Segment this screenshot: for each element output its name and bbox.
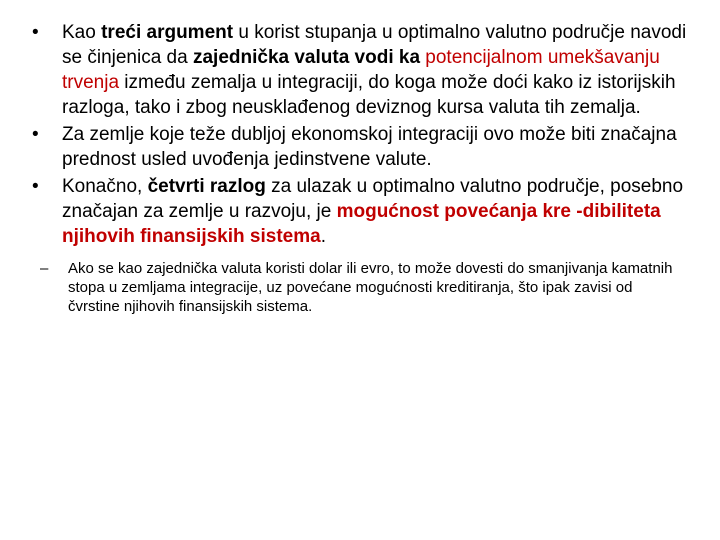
bold-red-phrase-credibility: mogućnost povećanja kre -dibiliteta njihovih finansijskih sistema: [62, 201, 661, 247]
bold-phrase-fourth-reason: četvrti razlog: [147, 176, 266, 197]
slide-content: [0, 20, 720, 316]
text-segment: za ulazak u optimalno valutno područje, posebno značajan za zemlje u razvoju, je: [62, 176, 684, 222]
text-segment: Konačno,: [62, 176, 148, 197]
bold-phrase-common-currency: zajednička valuta vodi ka: [192, 47, 421, 68]
subbullet-text: Ako se kao zajednička valuta koristi dolar ili evro, to može dovesti do smanjivanja kamatnih stopa u zemljama integracije, uz povećane mogućnosti kreditiranja, što ipak zavisi od čvrstine njihovih finansijskih sistema.: [68, 260, 673, 315]
text-segment: Kao: [62, 22, 102, 43]
dash-marker: –: [40, 260, 49, 277]
bullet-item-2: [0, 122, 720, 172]
bullet-item-1: [0, 20, 720, 120]
text-segment: .: [320, 226, 326, 247]
text-segment: u korist stupanja u optimalno valutno područje navodi se činjenica da: [62, 22, 687, 68]
bold-phrase-third-argument: treći argument: [101, 22, 234, 43]
bullet-marker: •: [32, 124, 39, 145]
subbullet-item: [0, 259, 720, 316]
bullet-item-3: [0, 174, 720, 249]
text-segment: između zemalja u integraciji, do koga može doći kako iz istorijskih razloga, tako i zbog neusklađenog deviznog kursa valuta tih zemalja.: [62, 72, 676, 118]
bullet-marker: •: [32, 22, 39, 43]
bullet-marker: •: [32, 176, 39, 197]
text-segment: Za zemlje koje teže dubljoj ekonomskoj integraciji ovo može biti značajna prednost usled uvođenja jedinstvene valute.: [62, 124, 677, 170]
red-phrase-friction: potencijalnom umekšavanju trvenja: [62, 47, 660, 93]
